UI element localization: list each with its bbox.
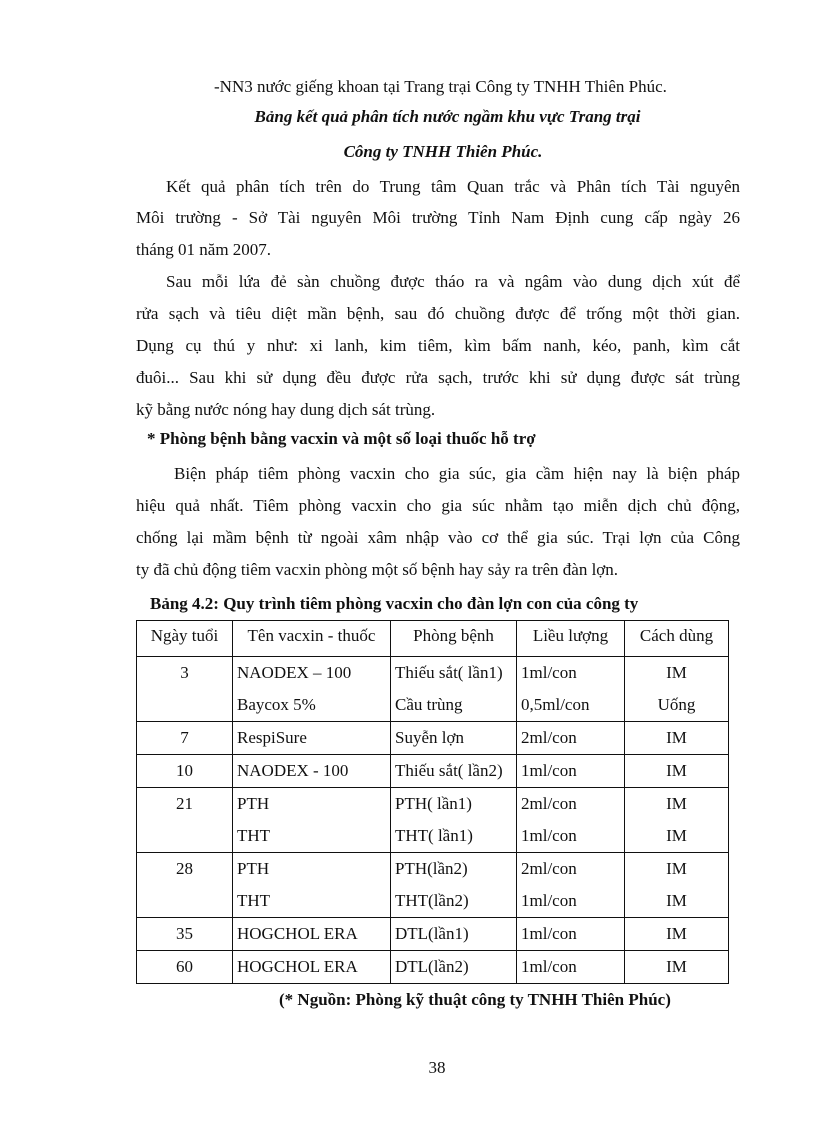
cell-vaccine: NAODEX - 100 — [233, 755, 391, 788]
cell-dose: 2ml/con 1ml/con — [517, 788, 625, 853]
cell-vaccine: PTH THT — [233, 788, 391, 853]
cell-disease: PTH(lần2) THT(lần2) — [391, 853, 517, 918]
cell-dose: 1ml/con — [517, 755, 625, 788]
page-number: 38 — [428, 1058, 446, 1077]
vaccination-table — [136, 620, 729, 984]
cell-day: 10 — [137, 755, 233, 788]
cell-method: IM — [625, 722, 729, 755]
cell-disease: Thiếu sắt( lần1) Cầu trùng — [391, 657, 517, 722]
header-dose: Liều lượng — [517, 621, 625, 657]
source-note: (* Nguồn: Phòng kỹ thuật công ty TNHH Thiên Phúc) — [279, 990, 671, 1009]
cell-dose: 1ml/con — [517, 951, 625, 984]
table-row — [137, 755, 729, 788]
section-heading: * Phòng bệnh bằng vacxin và một số loại thuốc hỗ trợ — [147, 429, 536, 448]
paragraph-line: đuôi... Sau khi sử dụng đều được rửa sạch, trước khi sử dụng được sát trùng — [136, 368, 740, 387]
caption-title-line-1: Bảng kết quả phân tích nước ngầm khu vực Trang trại — [254, 107, 641, 126]
cell-day: 28 — [137, 853, 233, 918]
cell-dose: 2ml/con — [517, 722, 625, 755]
cell-day: 35 — [137, 918, 233, 951]
cell-disease: PTH( lần1) THT( lần1) — [391, 788, 517, 853]
paragraph-line: Môi trường - Sở Tài nguyên Môi trường Tỉnh Nam Định cung cấp ngày 26 — [136, 208, 740, 227]
paragraph-line: Dụng cụ thú y như: xi lanh, kim tiêm, kìm bấm nanh, kéo, panh, kìm cắt — [136, 336, 740, 355]
cell-method: IM IM — [625, 788, 729, 853]
cell-day: 60 — [137, 951, 233, 984]
paragraph-line: tháng 01 năm 2007. — [136, 240, 272, 259]
header-day: Ngày tuổi — [137, 621, 233, 657]
intro-line: -NN3 nước giếng khoan tại Trang trại Công ty TNHH Thiên Phúc. — [214, 77, 667, 96]
paragraph-line: Kết quả phân tích trên do Trung tâm Quan trắc và Phân tích Tài nguyên — [166, 177, 740, 196]
cell-method: IM IM — [625, 853, 729, 918]
cell-disease: Thiếu sắt( lần2) — [391, 755, 517, 788]
paragraph-line: chống lại mầm bệnh từ ngoài xâm nhập vào cơ thể gia súc. Trại lợn của Công — [136, 528, 740, 547]
paragraph-line: Sau mỗi lứa đẻ sàn chuồng được tháo ra và ngâm vào dung dịch xút để — [166, 272, 740, 291]
cell-vaccine: NAODEX – 100 Baycox 5% — [233, 657, 391, 722]
cell-vaccine: PTH THT — [233, 853, 391, 918]
cell-dose: 1ml/con 0,5ml/con — [517, 657, 625, 722]
cell-day: 3 — [137, 657, 233, 722]
header-disease: Phòng bệnh — [391, 621, 517, 657]
cell-method: IM — [625, 755, 729, 788]
cell-dose: 2ml/con 1ml/con — [517, 853, 625, 918]
table-row — [137, 853, 729, 918]
cell-day: 7 — [137, 722, 233, 755]
caption-title-line-2: Công ty TNHH Thiên Phúc. — [343, 142, 543, 161]
table-row — [137, 918, 729, 951]
table-caption: Bảng 4.2: Quy trình tiêm phòng vacxin cho đàn lợn con của công ty — [150, 594, 639, 613]
table-row — [137, 951, 729, 984]
cell-vaccine: HOGCHOL ERA — [233, 918, 391, 951]
cell-method: IM — [625, 951, 729, 984]
cell-day: 21 — [137, 788, 233, 853]
table-row — [137, 788, 729, 853]
paragraph-line: Biện pháp tiêm phòng vacxin cho gia súc, gia cầm hiện nay là biện pháp — [174, 464, 740, 483]
header-vaccine: Tên vacxin - thuốc — [233, 621, 391, 657]
cell-disease: DTL(lần2) — [391, 951, 517, 984]
cell-method: IM Uống — [625, 657, 729, 722]
header-method: Cách dùng — [625, 621, 729, 657]
cell-dose: 1ml/con — [517, 918, 625, 951]
cell-disease: Suyễn lợn — [391, 722, 517, 755]
paragraph-line: hiệu quả nhất. Tiêm phòng vacxin cho gia súc nhằm tạo miễn dịch chủ động, — [136, 496, 740, 515]
paragraph-line: kỹ bằng nước nóng hay dung dịch sát trùng. — [136, 400, 436, 419]
table-row — [137, 657, 729, 722]
cell-vaccine: HOGCHOL ERA — [233, 951, 391, 984]
table-header-row — [137, 621, 729, 657]
paragraph-line: rửa sạch và tiêu diệt mần bệnh, sau đó chuồng được để trống một thời gian. — [136, 304, 740, 323]
cell-method: IM — [625, 918, 729, 951]
cell-vaccine: RespiSure — [233, 722, 391, 755]
paragraph-line: ty đã chủ động tiêm vacxin phòng một số bệnh hay sảy ra trên đàn lợn. — [136, 560, 619, 579]
cell-disease: DTL(lần1) — [391, 918, 517, 951]
table-row — [137, 722, 729, 755]
